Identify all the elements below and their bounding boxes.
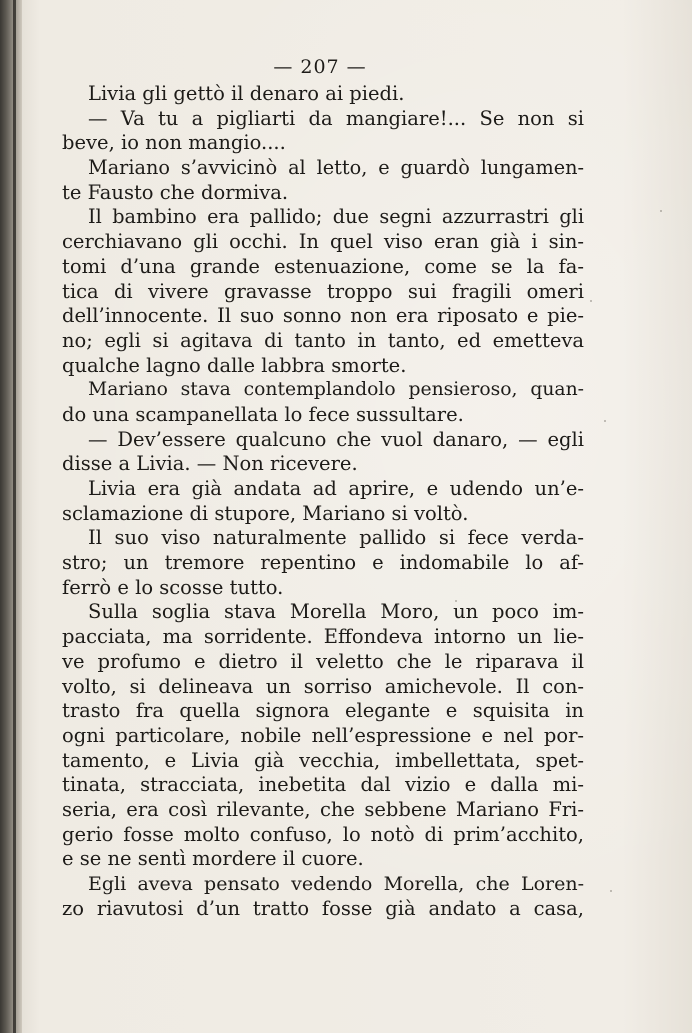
text-line: qualche lagno dalle labbra smorte. [62,353,407,377]
text-line: seria, era così rilevante, che sebbene Mariano Fri- [62,797,584,821]
text-line: beve, io non mangio.... [62,131,286,155]
text-line: zo riavutosi d’un tratto fosse già andato a casa, [62,896,584,920]
text-line: stro; un tremore repentino e indomabile lo af- [62,551,584,575]
text-line: Livia gli gettò il denaro ai piedi. [88,82,405,105]
text-line: Mariano stava contemplandolo pensieroso, quan- [88,379,584,401]
text-line: — Dev’essere qualcuno che vuol danaro, — egli [88,427,584,451]
text-line: Il bambino era pallido; due segni azzurrastri gli [88,205,584,229]
paper-speck [590,300,592,302]
text-line: Il suo viso naturalmente pallido si fece verda- [88,526,584,550]
text-line: e se ne sentì mordere il cuore. [62,847,364,871]
text-line: ve profumo e dietro il veletto che le riparava il [62,649,584,673]
text-line: disse a Livia. — Non ricevere. [62,452,358,476]
text-line: Livia era già andata ad aprire, e udendo un’e- [88,477,584,500]
text-line: Mariano s’avvicinò al letto, e guardò lungamen- [88,156,584,180]
text-line: tinata, stracciata, inebetita dal vizio e dalla mi- [62,773,584,797]
text-line: Sulla soglia stava Morella Moro, un poco im- [88,600,584,624]
text-line: dell’innocente. Il suo sonno non era riposato e pie- [62,304,584,328]
page-number: — 207 — [273,56,367,78]
text-line: pacciata, ma sorridente. Effondeva intorno un lie- [62,625,584,649]
text-line: ogni particolare, nobile nell’espressione e nel por- [62,723,584,747]
text-line: trasto fra quella signora elegante e squisita in [62,699,584,723]
text-line: volto, si delineava un sorriso amichevole. Il con- [62,674,584,698]
text-line: Egli aveva pensato vedendo Morella, che Loren- [88,873,584,895]
text-line: ferrò e lo scosse tutto. [62,575,284,599]
text-line: gerio fosse molto confuso, lo notò di prim’acchito, [62,822,584,846]
text-line: no; egli si agitava di tanto in tanto, ed emetteva [62,328,584,352]
paper-speck [610,890,612,892]
book-spine-shadow [0,0,22,1033]
text-line: tica di vivere gravasse troppo sui fragili omeri [62,279,584,303]
text-line: sclamazione di stupore, Mariano si voltò. [62,501,469,525]
paper-speck [660,210,662,212]
text-line: cerchiavano gli occhi. In quel viso eran già i sin- [62,230,584,254]
text-line: — Va tu a pigliarti da mangiare!... Se non si [88,106,584,130]
text-line: tamento, e Livia già vecchia, imbellettata, spet- [62,748,584,772]
text-line: te Fausto che dormiva. [62,180,289,204]
body-text [62,82,584,921]
text-line: do una scampanellata lo fece sussultare. [62,402,464,426]
binding-edge-line [13,0,16,1033]
text-line: tomi d’una grande estenuazione, come se la fa- [62,254,584,278]
paper-speck [604,420,606,422]
